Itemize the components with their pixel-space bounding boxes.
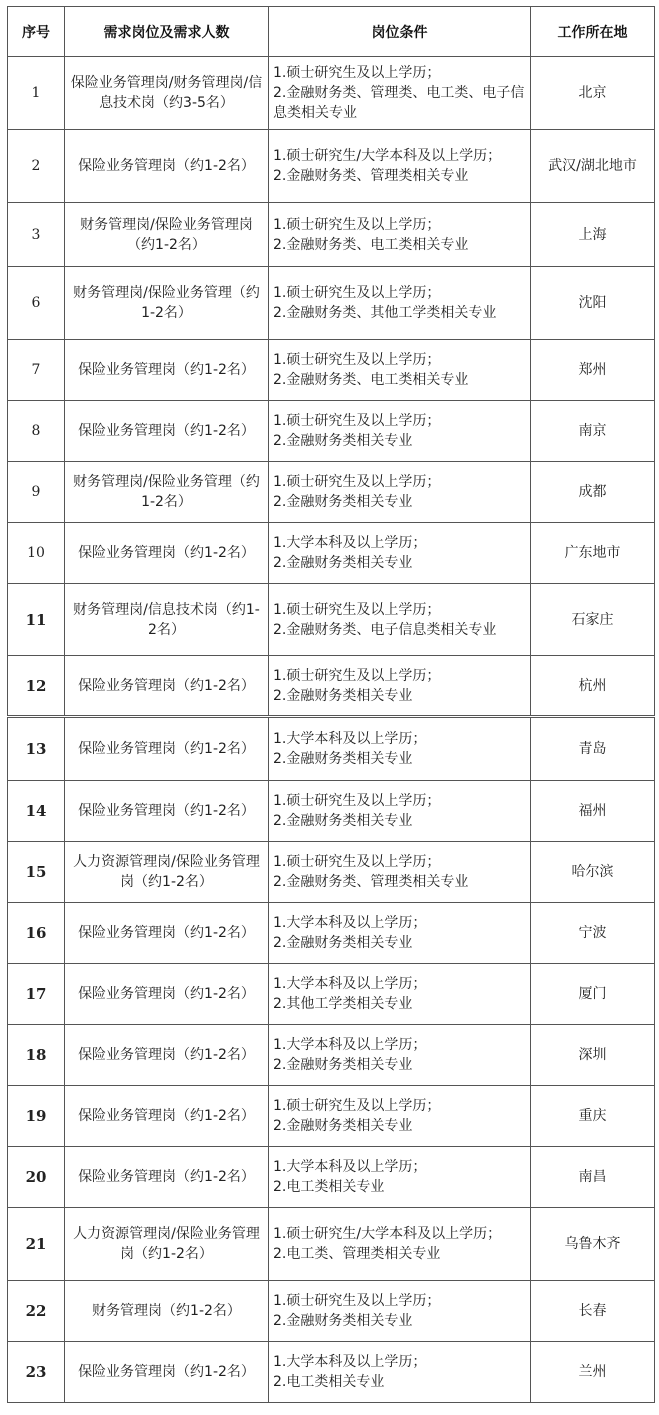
cell-no: 17 — [8, 964, 65, 1025]
condition-line: 1.硕士研究生及以上学历； — [273, 1293, 441, 1309]
cell-position: 人力资源管理岗/保险业务管理岗（约1-2名） — [65, 842, 269, 903]
condition-line: 1.大学本科及以上学历； — [273, 1037, 427, 1053]
table-row — [8, 717, 655, 781]
condition-line: 1.大学本科及以上学历； — [273, 976, 427, 992]
condition-line: 1.硕士研究生及以上学历； — [273, 413, 441, 429]
cell-position: 保险业务管理岗（约1-2名） — [65, 340, 269, 401]
condition-line: 1.大学本科及以上学历； — [273, 731, 427, 747]
cell-position: 财务管理岗/保险业务管理岗（约1-2名） — [65, 203, 269, 267]
table-row — [8, 781, 655, 842]
cell-position: 保险业务管理岗（约1-2名） — [65, 1025, 269, 1086]
cell-position: 财务管理岗/保险业务管理（约1-2名） — [65, 462, 269, 523]
cell-position: 保险业务管理岗/财务管理岗/信息技术岗（约3-5名） — [65, 57, 269, 130]
cell-no: 12 — [8, 656, 65, 717]
cell-location: 福州 — [531, 781, 655, 842]
cell-conditions — [269, 267, 531, 340]
cell-position: 保险业务管理岗（约1-2名） — [65, 781, 269, 842]
cell-no: 6 — [8, 267, 65, 340]
condition-line: 2.电工类相关专业 — [273, 1374, 385, 1390]
cell-position: 保险业务管理岗（约1-2名） — [65, 717, 269, 781]
cell-no: 23 — [8, 1342, 65, 1403]
cell-position: 保险业务管理岗（约1-2名） — [65, 1147, 269, 1208]
condition-line: 1.大学本科及以上学历； — [273, 1354, 427, 1370]
table-row — [8, 964, 655, 1025]
condition-line: 1.硕士研究生及以上学历； — [273, 667, 441, 684]
cell-no: 2 — [8, 130, 65, 203]
cell-conditions — [269, 1086, 531, 1147]
cell-no: 13 — [8, 717, 65, 781]
cell-conditions — [269, 462, 531, 523]
cell-conditions — [269, 401, 531, 462]
condition-line: 2.金融财务类、其他工学类相关专业 — [273, 305, 497, 321]
condition-line: 1.硕士研究生及以上学历； — [273, 601, 441, 618]
cell-location: 北京 — [531, 57, 655, 130]
condition-line: 1.硕士研究生/大学本科及以上学历； — [273, 1226, 502, 1242]
table-row — [8, 130, 655, 203]
condition-line: 2.电工类相关专业 — [273, 1179, 385, 1195]
cell-location: 乌鲁木齐 — [531, 1208, 655, 1281]
condition-line: 2.其他工学类相关专业 — [273, 996, 413, 1012]
table-row — [8, 523, 655, 584]
condition-line: 1.硕士研究生及以上学历； — [273, 216, 441, 233]
cell-no: 3 — [8, 203, 65, 267]
cell-position: 保险业务管理岗（约1-2名） — [65, 964, 269, 1025]
condition-line: 2.金融财务类相关专业 — [273, 1313, 413, 1329]
table-row — [8, 462, 655, 523]
cell-location: 青岛 — [531, 717, 655, 781]
condition-line: 1.硕士研究生及以上学历； — [273, 854, 441, 870]
table-row — [8, 1147, 655, 1208]
cell-conditions — [269, 964, 531, 1025]
condition-line: 2.电工类、管理类相关专业 — [273, 1246, 441, 1262]
cell-position: 保险业务管理岗（约1-2名） — [65, 401, 269, 462]
table-row — [8, 57, 655, 130]
cell-location: 成都 — [531, 462, 655, 523]
condition-line: 2.金融财务类相关专业 — [273, 1057, 413, 1073]
condition-line: 2.金融财务类、管理类相关专业 — [273, 874, 469, 890]
condition-line: 2.金融财务类相关专业 — [273, 687, 413, 704]
table-row — [8, 584, 655, 656]
cell-location: 深圳 — [531, 1025, 655, 1086]
cell-position: 保险业务管理岗（约1-2名） — [65, 656, 269, 717]
cell-no: 20 — [8, 1147, 65, 1208]
table-row — [8, 340, 655, 401]
condition-line: 1.大学本科及以上学历； — [273, 535, 427, 551]
cell-position: 保险业务管理岗（约1-2名） — [65, 1342, 269, 1403]
cell-position: 财务管理岗/保险业务管理（约1-2名） — [65, 267, 269, 340]
header-conditions: 岗位条件 — [269, 7, 531, 57]
cell-location: 广东地市 — [531, 523, 655, 584]
cell-location: 兰州 — [531, 1342, 655, 1403]
cell-conditions — [269, 203, 531, 267]
condition-line: 2.金融财务类、管理类相关专业 — [273, 168, 469, 184]
cell-no: 10 — [8, 523, 65, 584]
cell-no: 19 — [8, 1086, 65, 1147]
condition-line: 2.金融财务类相关专业 — [273, 1118, 413, 1134]
cell-location: 哈尔滨 — [531, 842, 655, 903]
condition-line: 1.硕士研究生及以上学历； — [273, 1098, 441, 1114]
cell-no: 9 — [8, 462, 65, 523]
cell-position: 保险业务管理岗（约1-2名） — [65, 903, 269, 964]
cell-no: 11 — [8, 584, 65, 656]
cell-no: 7 — [8, 340, 65, 401]
condition-line: 2.金融财务类、管理类、电工类、电子信息类相关专业 — [273, 85, 525, 121]
table-header-row — [8, 7, 655, 57]
cell-location: 南京 — [531, 401, 655, 462]
table-row — [8, 401, 655, 462]
header-no: 序号 — [8, 7, 65, 57]
cell-position: 保险业务管理岗（约1-2名） — [65, 130, 269, 203]
condition-line: 2.金融财务类相关专业 — [273, 935, 413, 951]
condition-line: 2.金融财务类相关专业 — [273, 433, 413, 449]
cell-no: 14 — [8, 781, 65, 842]
table-row — [8, 1025, 655, 1086]
condition-line: 2.金融财务类相关专业 — [273, 494, 413, 510]
job-requirements-table — [7, 6, 655, 1403]
table-row — [8, 267, 655, 340]
cell-position: 人力资源管理岗/保险业务管理岗（约1-2名） — [65, 1208, 269, 1281]
cell-position: 财务管理岗（约1-2名） — [65, 1281, 269, 1342]
job-requirements-sheet — [7, 6, 654, 1403]
cell-conditions — [269, 1281, 531, 1342]
condition-line: 1.硕士研究生及以上学历； — [273, 793, 441, 809]
cell-no: 16 — [8, 903, 65, 964]
table-row — [8, 1086, 655, 1147]
cell-location: 沈阳 — [531, 267, 655, 340]
cell-location: 长春 — [531, 1281, 655, 1342]
cell-location: 郑州 — [531, 340, 655, 401]
cell-conditions — [269, 340, 531, 401]
condition-line: 2.金融财务类相关专业 — [273, 555, 413, 571]
table-row — [8, 656, 655, 717]
cell-conditions — [269, 903, 531, 964]
cell-position: 保险业务管理岗（约1-2名） — [65, 523, 269, 584]
condition-line: 1.硕士研究生及以上学历； — [273, 65, 441, 81]
cell-conditions — [269, 1147, 531, 1208]
table-body — [8, 57, 655, 1403]
cell-no: 1 — [8, 57, 65, 130]
condition-line: 2.金融财务类、电工类相关专业 — [273, 236, 469, 253]
cell-location: 武汉/湖北地市 — [531, 130, 655, 203]
cell-no: 21 — [8, 1208, 65, 1281]
condition-line: 2.金融财务类、电子信息类相关专业 — [273, 621, 497, 638]
cell-location: 宁波 — [531, 903, 655, 964]
condition-line: 1.硕士研究生及以上学历； — [273, 285, 441, 301]
condition-line: 1.大学本科及以上学历； — [273, 1159, 427, 1175]
cell-location: 重庆 — [531, 1086, 655, 1147]
cell-location: 上海 — [531, 203, 655, 267]
header-location: 工作所在地 — [531, 7, 655, 57]
table-row — [8, 842, 655, 903]
condition-line: 2.金融财务类、电工类相关专业 — [273, 372, 469, 388]
header-position: 需求岗位及需求人数 — [65, 7, 269, 57]
cell-conditions — [269, 523, 531, 584]
condition-line: 1.硕士研究生及以上学历； — [273, 352, 441, 368]
cell-conditions — [269, 656, 531, 717]
table-row — [8, 203, 655, 267]
cell-conditions — [269, 1208, 531, 1281]
table-row — [8, 1208, 655, 1281]
cell-location: 石家庄 — [531, 584, 655, 656]
condition-line: 1.硕士研究生/大学本科及以上学历； — [273, 148, 502, 164]
cell-location: 南昌 — [531, 1147, 655, 1208]
cell-conditions — [269, 130, 531, 203]
cell-conditions — [269, 1025, 531, 1086]
cell-conditions — [269, 781, 531, 842]
table-row — [8, 1342, 655, 1403]
cell-conditions — [269, 1342, 531, 1403]
cell-location: 杭州 — [531, 656, 655, 717]
condition-line: 1.硕士研究生及以上学历； — [273, 474, 441, 490]
table-row — [8, 1281, 655, 1342]
cell-conditions — [269, 57, 531, 130]
cell-position: 保险业务管理岗（约1-2名） — [65, 1086, 269, 1147]
cell-no: 18 — [8, 1025, 65, 1086]
condition-line: 1.大学本科及以上学历； — [273, 915, 427, 931]
cell-conditions — [269, 842, 531, 903]
cell-location: 厦门 — [531, 964, 655, 1025]
cell-position: 财务管理岗/信息技术岗（约1-2名） — [65, 584, 269, 656]
table-row — [8, 903, 655, 964]
cell-no: 8 — [8, 401, 65, 462]
cell-no: 22 — [8, 1281, 65, 1342]
cell-conditions — [269, 584, 531, 656]
condition-line: 2.金融财务类相关专业 — [273, 751, 413, 767]
cell-no: 15 — [8, 842, 65, 903]
condition-line: 2.金融财务类相关专业 — [273, 813, 413, 829]
cell-conditions — [269, 717, 531, 781]
